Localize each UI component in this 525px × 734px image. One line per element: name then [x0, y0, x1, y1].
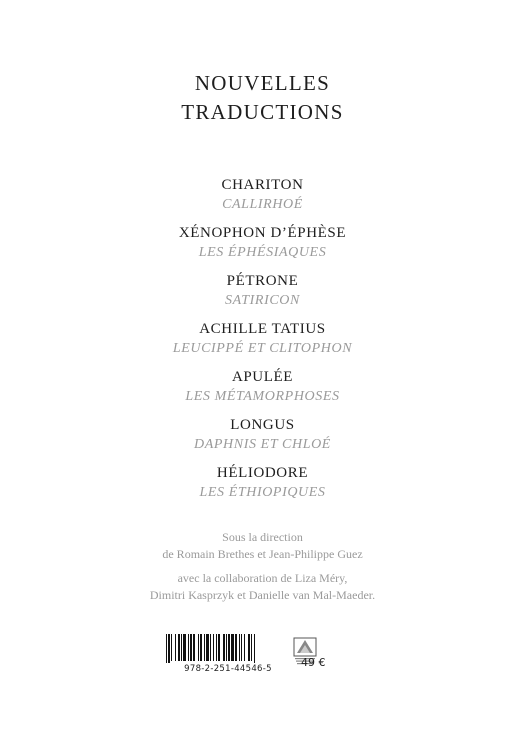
work-item — [0, 464, 525, 512]
editorial-credits — [0, 529, 525, 604]
work-author: LONGUS — [230, 417, 295, 433]
collection-heading-line1: NOUVELLES — [194, 71, 331, 95]
credits-line: avec la collaboration de Liza Méry, — [177, 571, 348, 585]
barcode-block — [165, 634, 365, 674]
work-title: LEUCIPPÉ ET CLITOPHON — [172, 341, 353, 356]
credits-line: Sous la direction — [222, 530, 303, 544]
isbn-number: 978-2-251-44546-5 — [184, 664, 272, 674]
work-author: CHARITON — [221, 177, 304, 193]
work-author: PÉTRONE — [226, 273, 299, 289]
barcode — [165, 634, 289, 663]
work-item — [0, 176, 525, 224]
work-item — [0, 224, 525, 272]
work-author: APULÉE — [231, 369, 294, 385]
credits-line: de Romain Brethes et Jean-Philippe Guez — [162, 547, 363, 561]
work-title: DAPHNIS ET CHLOÉ — [194, 437, 331, 452]
work-title: LES MÉTAMORPHOSES — [185, 389, 340, 404]
work-author: XÉNOPHON D’ÉPHÈSE — [178, 225, 347, 241]
work-item — [0, 320, 525, 368]
collection-heading-line2: TRADUCTIONS — [181, 100, 344, 124]
credits-line: Dimitri Kasprzyk et Danielle van Mal-Maeder. — [149, 588, 376, 602]
work-item — [0, 368, 525, 416]
work-author: HÉLIODORE — [216, 465, 309, 481]
price: 49 € — [301, 656, 326, 669]
works-list — [0, 176, 525, 512]
work-item — [0, 416, 525, 464]
work-title: LES ÉTHIOPIQUES — [199, 485, 326, 500]
work-title: LES ÉPHÉSIAQUES — [198, 245, 327, 260]
work-item — [0, 272, 525, 320]
work-author: ACHILLE TATIUS — [199, 321, 326, 337]
work-title: SATIRICON — [225, 293, 300, 308]
work-title: CALLIRHOÉ — [222, 197, 303, 212]
